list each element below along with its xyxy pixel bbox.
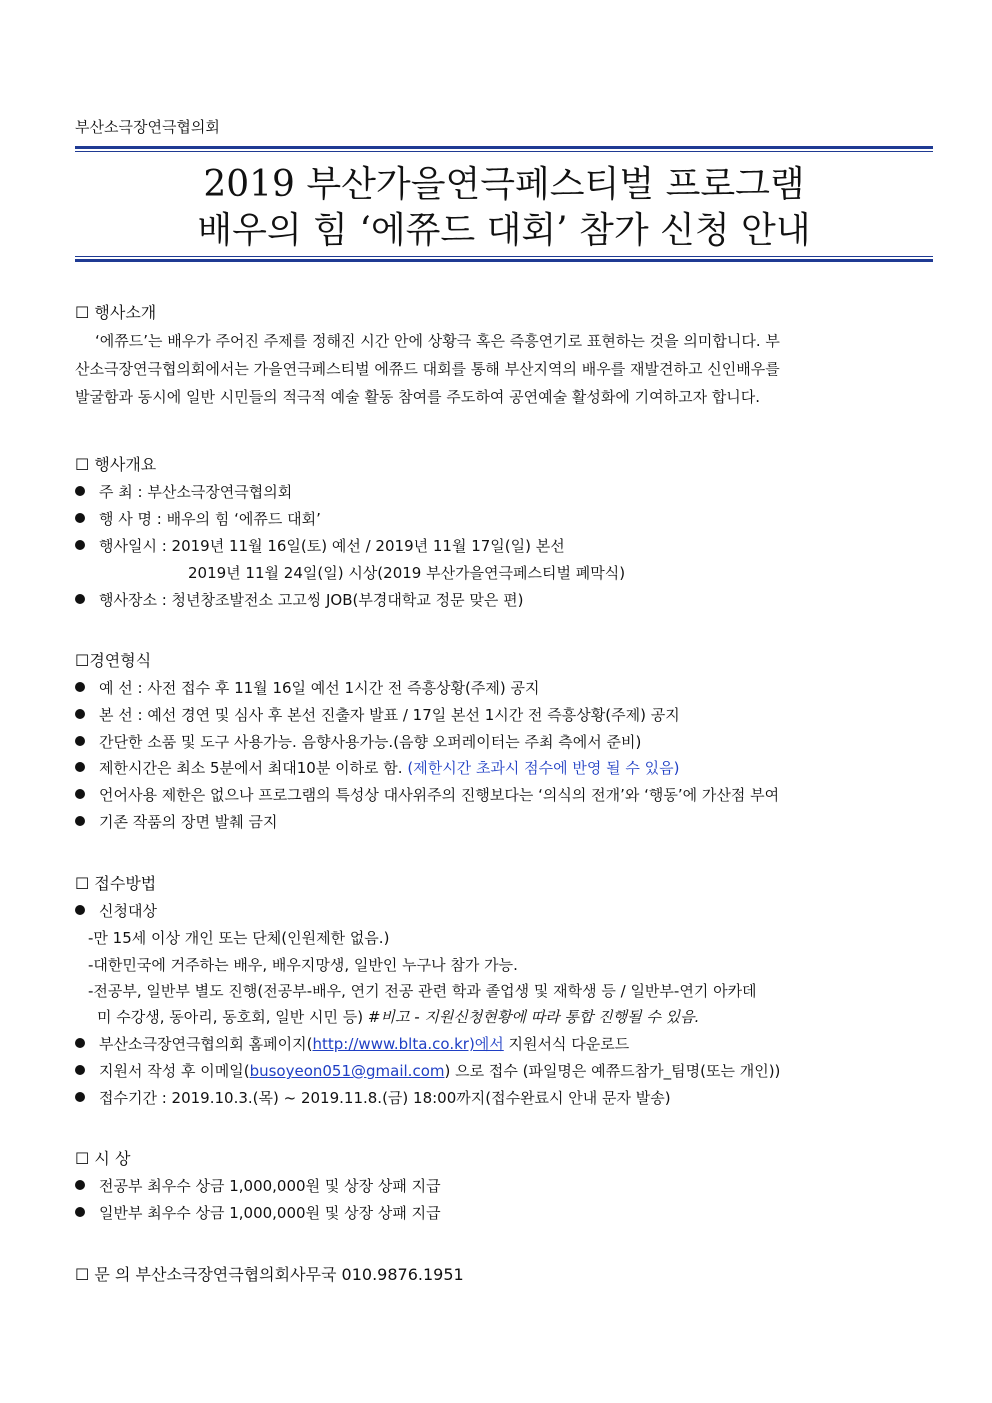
page-title-line1: 2019 부산가을연극페스티벌 프로그램 [203, 164, 805, 205]
list-item: 언어사용 제한은 없으나 프로그램의 특성상 대사위주의 진행보다는 ‘의식의 전개’와 ‘행동’에 가산점 부여 [75, 784, 779, 805]
intro-line: ‘에쮸드’는 배우가 주어진 주제를 정해진 시간 안에 상황극 혹은 즉흥연기로 표현하는 것을 의미합니다. 부 [95, 332, 780, 350]
list-item: 일반부 최우수 상금 1,000,000원 및 상장 상패 지급 [75, 1202, 441, 1223]
bullet-icon [75, 762, 85, 772]
intro-line: 발굴함과 동시에 일반 시민들의 적극적 예술 활동 참여를 주도하여 공연예술 활성화에 기여하고자 합니다. [75, 388, 761, 406]
section-apply-heading: ☐ 접수방법 [75, 874, 157, 893]
bullet-icon [75, 1207, 85, 1217]
list-item: 간단한 소품 및 도구 사용가능. 음향사용가능.(음향 오퍼레이터는 주최 측에서 준비) [75, 731, 641, 752]
list-item-continuation: 2019년 11월 24일(일) 시상(2019 부산가을연극페스티벌 폐막식) [188, 564, 626, 582]
bullet-icon [75, 594, 85, 604]
bullet-icon [75, 736, 85, 746]
bullet-icon [75, 1092, 85, 1102]
list-item: 접수기간 : 2019.10.3.(목) ~ 2019.11.8.(금) 18:00까지(접수완료시 안내 문자 발송) [75, 1087, 671, 1108]
bullet-icon [75, 486, 85, 496]
bullet-icon [75, 1065, 85, 1075]
list-item: 신청대상 [75, 900, 157, 921]
list-item: 제한시간은 최소 5분에서 최대10분 이하로 함. (제한시간 초과시 점수에 반영 될 수 있음) [75, 757, 680, 778]
top-divider [75, 146, 933, 152]
list-item: 부산소극장연극협의회 홈페이지(http://www.blta.co.kr)에서 지원서식 다운로드 [75, 1033, 629, 1054]
list-item: 행사장소 : 청년창조발전소 고고씽 JOB(부경대학교 정문 맞은 편) [75, 589, 523, 610]
organization-name: 부산소극장연극협의회 [75, 118, 220, 136]
bullet-icon [75, 816, 85, 826]
bullet-icon [75, 709, 85, 719]
homepage-link[interactable]: http://www.blta.co.kr)에서 [312, 1035, 504, 1053]
intro-line: 산소극장연극협의회에서는 가을연극페스티벌 에쮸드 대회를 통해 부산지역의 배우를 재발견하고 신인배우를 [75, 360, 780, 378]
target-line: -대한민국에 거주하는 배우, 배우지망생, 일반인 누구나 참가 가능. [88, 956, 518, 974]
contact-text: 부산소극장연극협의회사무국 010.9876.1951 [135, 1265, 464, 1284]
list-item: 행 사 명 : 배우의 힘 ‘에쮸드 대회’ [75, 508, 321, 529]
bullet-icon [75, 905, 85, 915]
section-contact: ☐ 문 의 부산소극장연극협의회사무국 010.9876.1951 [75, 1265, 464, 1284]
list-item: 예 선 : 사전 접수 후 11월 16일 예선 1시간 전 즉흥상황(주제) 공지 [75, 677, 539, 698]
bullet-icon [75, 1038, 85, 1048]
bullet-icon [75, 1180, 85, 1190]
email-link[interactable]: busoyeon051@gmail.com [249, 1062, 445, 1080]
target-line: -전공부, 일반부 별도 진행(전공부-배우, 연기 전공 관련 학과 졸업생 및 재학생 등 / 일반부-연기 아카데 [88, 982, 757, 1000]
target-line: -만 15세 이상 개인 또는 단체(인원제한 없음.) [88, 929, 390, 947]
bullet-icon [75, 789, 85, 799]
section-overview-heading: ☐ 행사개요 [75, 455, 157, 474]
bullet-icon [75, 682, 85, 692]
bottom-divider [75, 256, 933, 262]
intro-paragraph [75, 327, 925, 411]
list-item: 기존 작품의 장면 발췌 금지 [75, 811, 277, 832]
bullet-icon [75, 540, 85, 550]
target-line: 미 수강생, 동아리, 동호회, 일반 시민 등) #비고 - 지원신청현황에 따라 통합 진행될 수 있음. [97, 1008, 700, 1026]
bullet-icon [75, 513, 85, 523]
merge-note: #비고 - 지원신청현황에 따라 통합 진행될 수 있음. [367, 1008, 700, 1026]
section-intro-heading: ☐ 행사소개 [75, 303, 157, 322]
time-limit-note: (제한시간 초과시 점수에 반영 될 수 있음) [407, 759, 680, 777]
section-format-heading: ☐경연형식 [75, 651, 152, 670]
section-award-heading: ☐ 시 상 [75, 1149, 131, 1168]
list-item: 지원서 작성 후 이메일(busoyeon051@gmail.com) 으로 접수 (파일명은 예쮸드참가_팀명(또는 개인)) [75, 1060, 780, 1081]
list-item: 행사일시 : 2019년 11월 16일(토) 예선 / 2019년 11월 17일(일) 본선 [75, 535, 565, 556]
page-title-line2: 배우의 힘 ‘에쮸드 대회’ 참가 신청 안내 [197, 210, 811, 251]
list-item: 전공부 최우수 상금 1,000,000원 및 상장 상패 지급 [75, 1175, 441, 1196]
list-item: 주 최 : 부산소극장연극협의회 [75, 481, 292, 502]
list-item: 본 선 : 예선 경연 및 심사 후 본선 진출자 발표 / 17일 본선 1시간 전 즉흥상황(주제) 공지 [75, 704, 680, 725]
